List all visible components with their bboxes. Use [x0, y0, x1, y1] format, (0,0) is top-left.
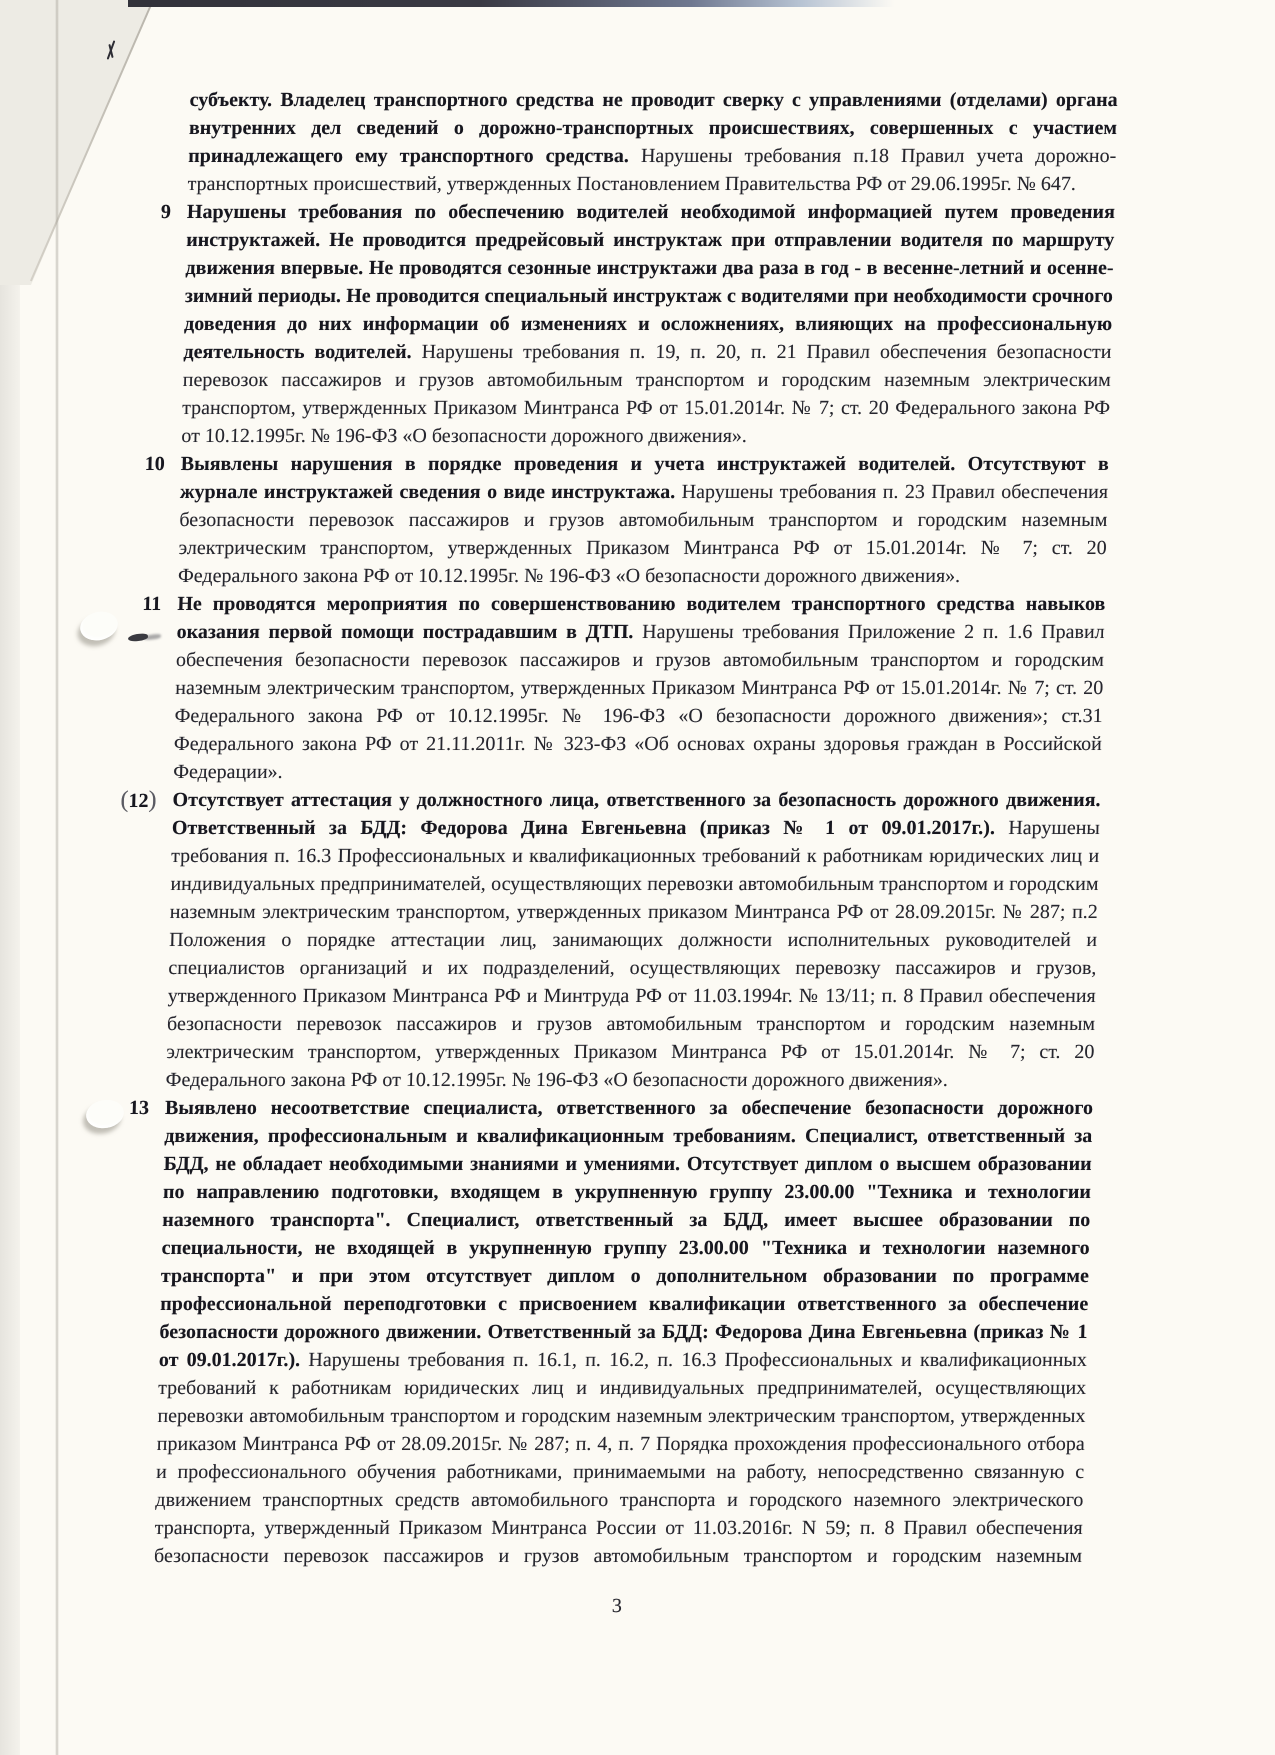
ink-smudge: [128, 633, 149, 642]
item-number-value: 13: [128, 1097, 150, 1119]
violation-item: [120, 786, 1101, 1094]
violation-statement: Нарушены требования по обеспечению водителей необходимой информацией путем проведения инструктажей. Не проводится предрейсовый инструктаж при отправлении водителя по маршруту движения впервые. Не проводятся сезонные инструктажи два раза в год - в весенне-летний и осенне-зимний периоды. Не проводится специальный инструктаж с водителями при необходимости срочного доведения до них информации об изменениях и осложнениях, влияющих на профессиональную деятельность водителей.: [183, 201, 1116, 363]
item-text: [154, 1094, 1094, 1570]
legal-reference: Нарушены требования Приложение 2 п. 1.6 Правил обеспечения безопасности перевозок пассажиров и грузов автомобильным транспортом и городским наземным электрическим транспортом, утвержденных Приказом Минтранса РФ от 15.01.2014г. № 7; ст. 20 Федерального закона РФ от 10.12.1995г. № 196-ФЗ «О безопасности дорожного движения»; ст.31 Федерального закона РФ от 21.11.2011г. № 323-ФЗ «Об основах охраны здоровья граждан в Российской Федерации».: [172, 621, 1105, 783]
violation-statement: Отсутствует аттестация у должностного лица, ответственного за безопасность дорожного движения. Ответственный за БДД: Федорова Дина Евгеньевна (приказ № 1 от 09.01.2017г.).: [171, 789, 1101, 839]
violation-item: [142, 590, 1106, 786]
item-text: [181, 198, 1115, 450]
violation-statement: Не проводятся мероприятия по совершенствованию водителем транспортного средства навыков оказания первой помощи пострадавшим в ДТП.: [176, 593, 1106, 643]
violation-item: [128, 1094, 1094, 1570]
item-number-value: 12: [128, 790, 149, 812]
item-number: [116, 450, 165, 478]
pen-cross-mark: [104, 40, 118, 60]
item-number: [101, 1094, 150, 1122]
continued-paragraph: [187, 86, 1118, 198]
item-text: [178, 450, 1109, 590]
violation-item: [144, 450, 1110, 590]
paper-edge-shadow: [55, 0, 59, 1755]
legal-reference: Нарушены требования п.18 Правил учета дорожно-транспортных происшествий, утвержденных Постановлением Правительства РФ от 29.06.1995г. № 647.: [187, 145, 1117, 195]
item-number-value: 9: [160, 201, 172, 223]
pen-parenthesis-mark: (: [120, 787, 129, 813]
legal-reference: Нарушены требования п. 19, п. 20, п. 21 Правил обеспечения безопасности перевозок пассажиров и грузов автомобильным транспортом и городским наземным электрическим транспортом, утвержденных Приказом Минтранса РФ от 15.01.2014г. № 7; ст. 20 Федерального закона РФ от 10.12.1995г. № 196-ФЗ «О безопасности дорожного движения».: [181, 341, 1112, 447]
violation-items-list: [120, 198, 1116, 1570]
violation-statement: Выявлено несоответствие специалиста, ответственного за обеспечение безопасности дорожного движения, профессиональным и квалификационным требованиям. Специалист, ответственный за БДД, не обладает необходимыми знаниями и умениями. Отсутствует диплом о высшем образовании по направлению подготовки, входящем в укрупненную группу 23.00.00 "Техника и технологии наземного транспорта". Специалист, ответственный за БДД, имеет высшее образовании по специальности, не входящей в укрупненную группу 23.00.00 "Техника и технологии наземного транспорта" и при этом отсутствует диплом о дополнительном образовании по программе профессиональной переподготовки с присвоением квалификации ответственного за обеспечение безопасности дорожного движении. Ответственный за БДД: Федорова Дина Евгеньевна (приказ № 1 от 09.01.2017г.).: [158, 1097, 1094, 1371]
scanner-shadow-bar: [128, 0, 910, 7]
page-number: 3: [611, 1595, 623, 1617]
violation-item: [160, 198, 1116, 450]
violation-statement: Выявлены нарушения в порядке проведения и учета инструктажей водителей. Отсутствуют в журнале инструктажей сведения о виде инструктажа.: [179, 453, 1110, 503]
item-number-value: 10: [144, 453, 166, 475]
violation-statement: субъекту. Владелец транспортного средства не проводит сверку с управлениями (отделами) органа внутренних дел сведений о дорожно-транспортных происшествиях, совершенных с участием принадлежащего ему транспортного средства.: [188, 89, 1118, 167]
legal-reference: Нарушены требования п. 16.1, п. 16.2, п. 16.3 Профессиональных и квалификационных требований к работникам юридических лиц и индивидуальных предпринимателей, осуществляющих перевозки автомобильным транспортом и городским наземным электрическим транспортом, утвержденных приказом Минтранса РФ от 28.09.2015г. № 287; п. 4, п. 7 Порядка прохождения профессионального отбора и профессионального обучения работниками, принимаемыми на работу, непосредственно связанную с движением транспортных средств автомобильного транспорта и городского наземного электрического транспорта, утвержденный Приказом Минтранса России от 11.03.2016г. N 59; п. 8 Правил обеспечения безопасности перевозок пассажиров и грузов автомобильным транспортом и городским наземным: [153, 1349, 1088, 1567]
item-text: [165, 786, 1101, 1094]
report-text-block: [120, 86, 1118, 1620]
pen-parenthesis-mark: ): [148, 787, 157, 813]
item-text: [173, 590, 1106, 786]
item-number: [123, 198, 172, 226]
paragraph-text: [187, 86, 1118, 198]
legal-reference: Нарушены требования п. 23 Правил обеспечения безопасности перевозок пассажиров и грузов автомобильным транспортом и городским наземным электрическим транспортом, утвержденных Приказом Минтранса РФ от 15.01.2014г. № 7; ст. 20 Федерального закона РФ от 10.12.1995г. № 196-ФЗ «О безопасности дорожного движения».: [177, 481, 1109, 587]
page-corner-fold: [0, 0, 170, 285]
item-number: [113, 590, 162, 618]
item-number-value: 11: [142, 593, 162, 615]
legal-reference: Нарушены требования п. 16.3 Профессиональных и квалификационных требований к работникам юридических лиц и индивидуальных предпринимателей, осуществляющих перевозки автомобильным транспортом и городским наземным электрическим транспортом, утвержденных приказом Минтранса РФ от 28.09.2015г. № 287; п.2 Положения о порядке аттестации лиц, занимающих должности исполнительных руководителей и специалистов организаций и их подразделений, осуществляющих перевозку пассажиров и грузов, утвержденного Приказом Минтранса РФ и Минтруда РФ от 11.03.1994г. № 13/11; п. 8 Правил обеспечения безопасности перевозок пассажиров и грузов автомобильным транспортом и городским наземным электрическим транспортом, утвержденных Приказом Минтранса РФ от 15.01.2014г. № 7; ст. 20 Федерального закона РФ от 10.12.1995г. № 196-ФЗ «О безопасности дорожного движения».: [165, 817, 1101, 1091]
item-number: [108, 786, 157, 815]
